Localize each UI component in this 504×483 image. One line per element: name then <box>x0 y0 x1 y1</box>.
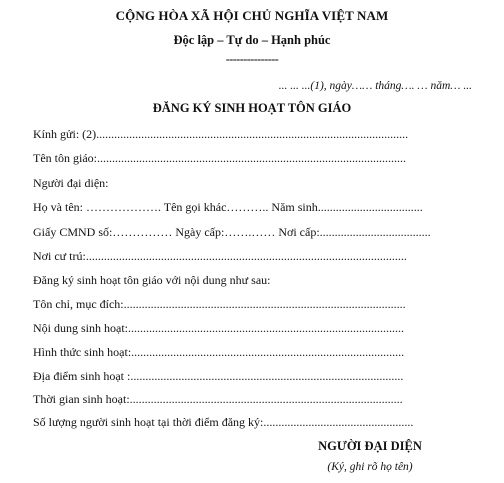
national-title: CỘNG HÒA XÃ HỘI CHỦ NGHĨA VIỆT NAM <box>115 8 389 23</box>
motto-underline: --------------- <box>225 52 279 66</box>
signature-title: NGƯỜI ĐẠI DIỆN <box>318 439 422 453</box>
document-title: ĐĂNG KÝ SINH HOẠT TÔN GIÁO <box>152 101 352 115</box>
signature-note: (Ký, ghi rõ họ tên) <box>327 461 413 473</box>
field-activity-time: Thời gian sinh hoạt:........................................................................................... <box>33 392 403 406</box>
field-residence: Nơi cư trú:........................................................................................................... <box>33 249 407 263</box>
field-full-name: Họ và tên: ………………. Tên gọi khác……….. Năm sinh................................... <box>33 200 423 214</box>
field-participant-count: Số lượng người sinh hoạt tại thời điểm đăng ký:.................................................. <box>33 415 414 429</box>
field-religion-name: Tên tôn giáo:....................................................................................................... <box>33 151 406 165</box>
field-activity-content: Nội dung sinh hoạt:............................................................................................ <box>33 321 404 335</box>
field-purpose: Tôn chỉ, mục đích:.............................................................................................. <box>33 297 406 311</box>
national-motto: Độc lập – Tự do – Hạnh phúc <box>173 33 331 47</box>
field-activity-location: Địa điểm sinh hoạt :........................................................................................... <box>33 369 404 383</box>
field-activity-form: Hình thức sinh hoạt:........................................................................................... <box>33 345 405 359</box>
field-representative-heading: Người đại diện: <box>33 176 109 190</box>
field-recipient: Kính gửi: (2)........................................................................................................ <box>33 127 409 141</box>
place-date-line: ... ... ...(1), ngày…… tháng…. … năm… ... <box>278 80 472 92</box>
field-id-card: Giấy CMND số:…………… Ngày cấp:…….…… Nơi cấp:..................................... <box>33 225 431 239</box>
field-registration-intro: Đăng ký sinh hoạt tôn giáo với nội dung như sau: <box>33 273 271 287</box>
